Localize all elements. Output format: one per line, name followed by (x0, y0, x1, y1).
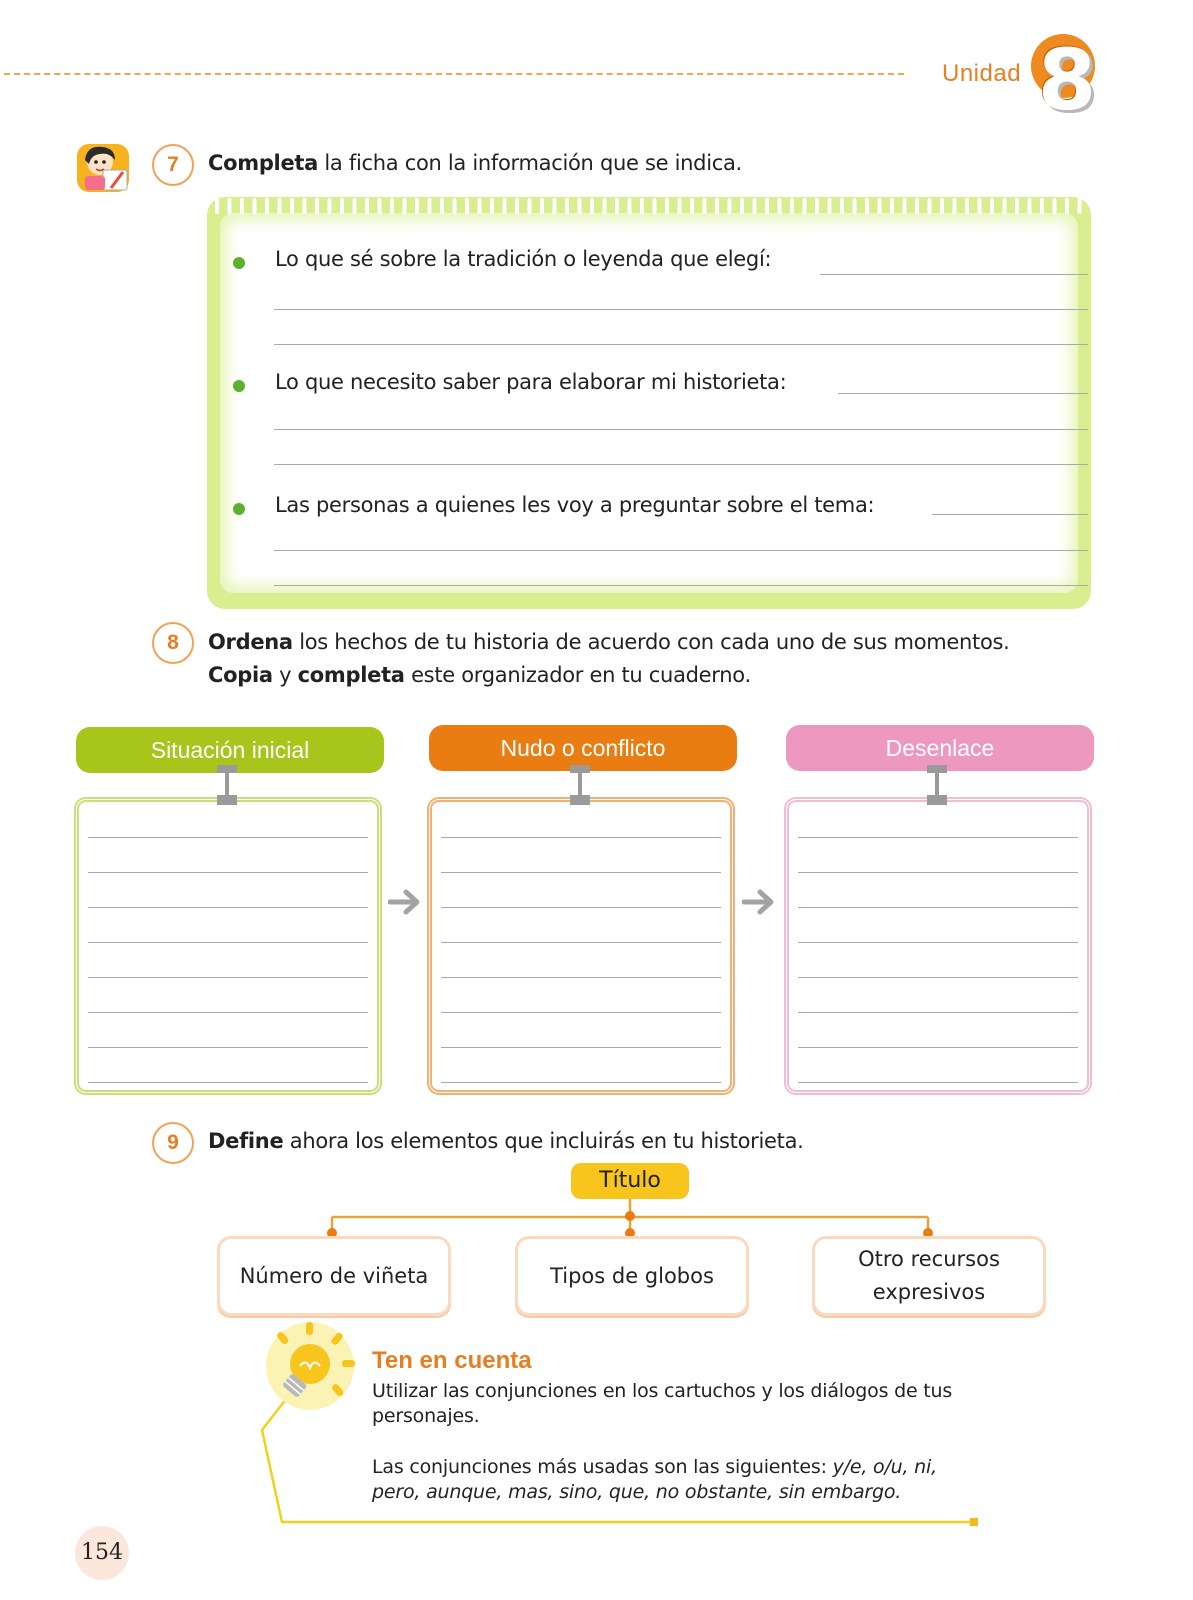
spiral-ring (1078, 198, 1082, 214)
tip-title: Ten en cuenta (372, 1347, 532, 1374)
spiral-ring (840, 198, 844, 214)
organizer-line (798, 942, 1078, 943)
bullet-2 (233, 380, 245, 392)
concept-node-vinetas: Número de viñeta (217, 1236, 451, 1316)
organizer-line (441, 1082, 721, 1083)
spiral-ring (615, 198, 619, 214)
spiral-ring (265, 198, 269, 214)
spiral-ring (803, 198, 807, 214)
exercise-8-verb-copia: Copia (208, 663, 273, 687)
spiral-ring (515, 198, 519, 214)
spiral-ring (765, 198, 769, 214)
spiral-ring (740, 198, 744, 214)
answer-line[interactable] (274, 585, 1088, 586)
organizer-line (798, 977, 1078, 978)
answer-line[interactable] (274, 309, 1088, 310)
organizer-line (88, 1047, 368, 1048)
spiral-ring (253, 198, 257, 214)
spiral-ring (415, 198, 419, 214)
organizer-header-nudo: Nudo o conflicto (429, 725, 737, 771)
spiral-ring (678, 198, 682, 214)
organizer-line (798, 1012, 1078, 1013)
spiral-ring (1028, 198, 1032, 214)
organizer-line (798, 837, 1078, 838)
spiral-ring (315, 198, 319, 214)
answer-line[interactable] (932, 514, 1088, 515)
spiral-ring (390, 198, 394, 214)
spiral-ring (290, 198, 294, 214)
arrow-right-icon (742, 888, 776, 916)
bullet-1 (233, 257, 245, 269)
spiral-ring (503, 198, 507, 214)
spiral-ring (778, 198, 782, 214)
spiral-ring (715, 198, 719, 214)
organizer-line (88, 872, 368, 873)
spiral-ring (453, 198, 457, 214)
concept-node-recursos: Otro recursos expresivos (812, 1236, 1046, 1316)
spiral-ring (215, 198, 219, 214)
exercise-7-number: 7 (152, 144, 194, 186)
spiral-ring (1053, 198, 1057, 214)
spiral-ring (728, 198, 732, 214)
spiral-ring (703, 198, 707, 214)
spiral-ring (428, 198, 432, 214)
tip-conjunctions: y/e, o/u, ni, pero, aunque, mas, sino, que, no obstante, sin embargo. (372, 1456, 937, 1503)
spiral-ring (903, 198, 907, 214)
spiral-ring (1040, 198, 1044, 214)
spiral-ring (378, 198, 382, 214)
concept-node-globos: Tipos de globos (515, 1236, 749, 1316)
organizer-header-desenlace: Desenlace (786, 725, 1094, 771)
organizer-line (88, 942, 368, 943)
spiral-ring (440, 198, 444, 214)
organizer-box-situacion[interactable] (74, 797, 382, 1095)
bullet-3 (233, 503, 245, 515)
unit-label: Unidad (942, 60, 1022, 87)
spiral-ring (303, 198, 307, 214)
spiral-ring (565, 198, 569, 214)
organizer-line (441, 977, 721, 978)
spiral-ring (978, 198, 982, 214)
organizer-line (798, 1047, 1078, 1048)
spiral-ring (240, 198, 244, 214)
answer-line[interactable] (274, 464, 1088, 465)
spiral-ring (690, 198, 694, 214)
spiral-ring (828, 198, 832, 214)
spiral-ring (815, 198, 819, 214)
spiral-ring (953, 198, 957, 214)
spiral-ring (628, 198, 632, 214)
organizer-line (441, 1012, 721, 1013)
spiral-ring (890, 198, 894, 214)
exercise-8-instruction (208, 626, 1010, 692)
spiral-ring (990, 198, 994, 214)
organizer-line (88, 977, 368, 978)
spiral-ring (865, 198, 869, 214)
exercise-8-text-1: los hechos de tu historia de acuerdo con cada uno de sus momentos. (292, 630, 1010, 654)
exercise-8-verb-ordena: Ordena (208, 630, 293, 654)
organizer-box-desenlace[interactable] (784, 797, 1092, 1095)
spiral-ring (403, 198, 407, 214)
spiral-ring (465, 198, 469, 214)
spiral-ring (790, 198, 794, 214)
answer-line[interactable] (820, 274, 1088, 275)
organizer-line (798, 907, 1078, 908)
header-dashed-line (4, 73, 904, 75)
spiral-ring (228, 198, 232, 214)
spiral-ring (553, 198, 557, 214)
spiral-ring (490, 198, 494, 214)
tip-line-2-prefix: Las conjunciones más usadas son las siguientes: (372, 1456, 833, 1478)
exercise-8-text-2a: y (272, 663, 298, 687)
girl-writing-icon (75, 140, 131, 194)
spiral-ring (528, 198, 532, 214)
item-2-text: Lo que necesito saber para elaborar mi historieta: (275, 370, 787, 394)
organizer-line (88, 907, 368, 908)
exercise-9-instruction (208, 1125, 804, 1158)
binder-clip-icon (927, 765, 947, 805)
spiral-ring (965, 198, 969, 214)
exercise-9-verb: Define (208, 1129, 284, 1153)
tip-line-1: Utilizar las conjunciones en los cartuchos y los diálogos de tus personajes. (372, 1380, 953, 1427)
concept-root-titulo: Título (571, 1163, 689, 1199)
spiral-ring (365, 198, 369, 214)
organizer-line (441, 872, 721, 873)
exercise-9-text: ahora los elementos que incluirás en tu historieta. (283, 1129, 804, 1153)
tip-line-2 (372, 1455, 982, 1505)
spiral-ring (603, 198, 607, 214)
organizer-line (88, 1012, 368, 1013)
spiral-ring (928, 198, 932, 214)
unit-number: 8 (1037, 31, 1097, 129)
exercise-8-text-2b: este organizador en tu cuaderno. (404, 663, 751, 687)
organizer-line (441, 907, 721, 908)
answer-line[interactable] (274, 550, 1088, 551)
spiral-ring (665, 198, 669, 214)
exercise-9-number: 9 (152, 1122, 194, 1164)
organizer-line (88, 837, 368, 838)
organizer-box-nudo[interactable] (427, 797, 735, 1095)
spiral-ring (340, 198, 344, 214)
spiral-ring (478, 198, 482, 214)
binder-clip-icon (217, 765, 237, 805)
spiral-ring (1065, 198, 1069, 214)
exercise-7-verb: Completa (208, 151, 319, 175)
spiral-ring (540, 198, 544, 214)
spiral-ring (640, 198, 644, 214)
lightbulb-icon (262, 1318, 358, 1414)
spiral-ring (278, 198, 282, 214)
spiral-ring (878, 198, 882, 214)
answer-line[interactable] (274, 344, 1088, 345)
spiral-ring (1015, 198, 1019, 214)
spiral-ring (353, 198, 357, 214)
spiral-ring (915, 198, 919, 214)
organizer-header-situacion: Situación inicial (76, 727, 384, 773)
answer-line[interactable] (274, 429, 1088, 430)
organizer-line (441, 942, 721, 943)
spiral-ring (753, 198, 757, 214)
arrow-right-icon (388, 888, 422, 916)
item-3-text: Las personas a quienes les voy a preguntar sobre el tema: (275, 493, 875, 517)
item-1-text: Lo que sé sobre la tradición o leyenda que elegí: (275, 247, 772, 271)
exercise-8-number: 8 (152, 622, 194, 664)
spiral-binding (207, 196, 1091, 216)
spiral-ring (578, 198, 582, 214)
exercise-7-instruction (208, 147, 742, 180)
exercise-8-verb-completa: completa (297, 663, 405, 687)
binder-clip-icon (570, 765, 590, 805)
organizer-line (88, 1082, 368, 1083)
spiral-ring (853, 198, 857, 214)
organizer-line (798, 872, 1078, 873)
spiral-ring (328, 198, 332, 214)
exercise-7-text: la ficha con la información que se indica. (318, 151, 742, 175)
spiral-ring (653, 198, 657, 214)
organizer-line (798, 1082, 1078, 1083)
organizer-line (441, 837, 721, 838)
organizer-line (441, 1047, 721, 1048)
answer-line[interactable] (838, 393, 1088, 394)
spiral-ring (1003, 198, 1007, 214)
page-number: 154 (75, 1526, 129, 1580)
spiral-ring (590, 198, 594, 214)
spiral-ring (940, 198, 944, 214)
